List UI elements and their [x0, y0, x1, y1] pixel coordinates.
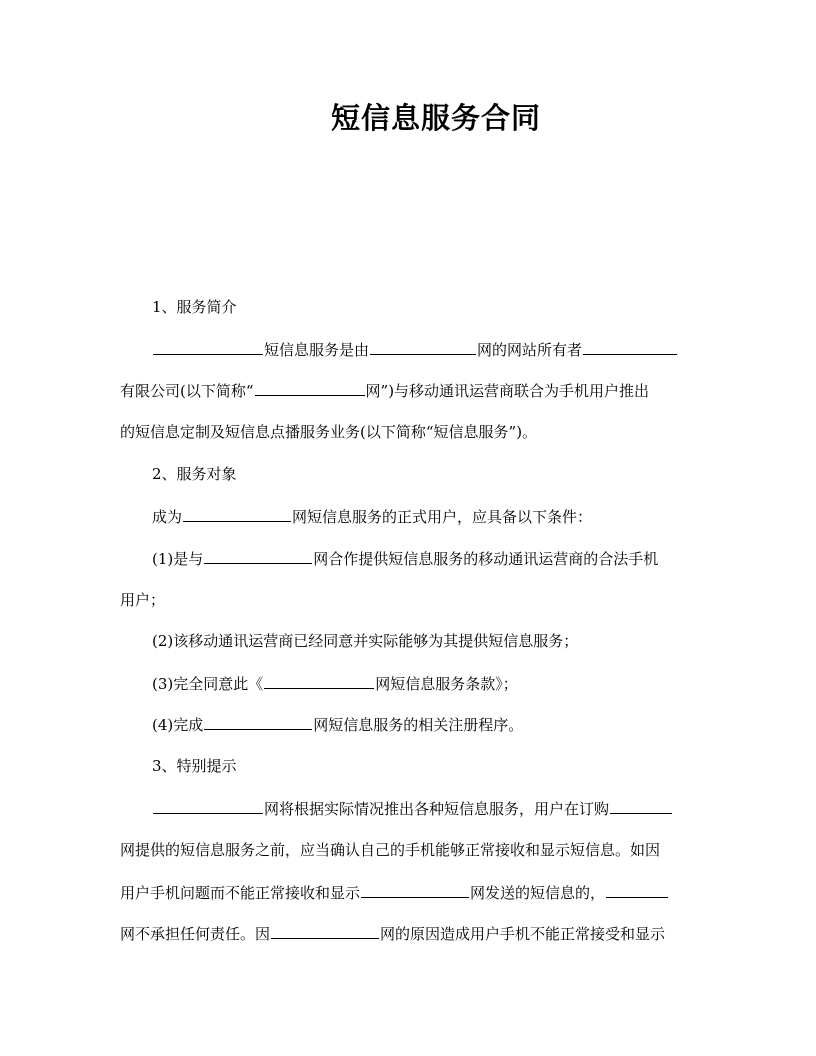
text-fragment: 网合作提供短信息服务的移动通讯运营商的合法手机 [313, 550, 659, 568]
paragraph-line: 网提供的短信息服务之前，应当确认自己的手机能够正常接收和显示短信息。如因 [120, 841, 661, 859]
text-fragment: 网的原因造成用户手机不能正常接受和显示 [380, 925, 666, 943]
blank-field [606, 882, 668, 898]
text-fragment: (3)完全同意此《 [152, 675, 264, 693]
section-heading-special-notice: 3、特别提示 [152, 757, 237, 775]
text-fragment: (4)完成 [152, 716, 204, 734]
paragraph-line: 用户； [120, 591, 166, 609]
text-fragment: 网将根据实际情况推出各种短信息服务，用户在订购 [264, 800, 610, 818]
text-fragment: 成为 [152, 508, 183, 526]
blank-field [255, 380, 365, 396]
blank-field [204, 714, 312, 730]
blank-field [204, 548, 312, 564]
text-fragment: 网发送的短信息的， [470, 884, 606, 902]
text-fragment: 短信息服务是由 [264, 341, 370, 359]
blank-field [370, 339, 476, 355]
blank-field [153, 798, 263, 814]
blank-field [361, 882, 469, 898]
blank-field [271, 923, 379, 939]
list-item [152, 673, 518, 694]
paragraph-line [120, 380, 649, 401]
paragraph-line [120, 882, 669, 903]
text-fragment: (1)是与 [152, 550, 204, 568]
list-item [152, 548, 658, 569]
document-title: 短信息服务合同 [330, 101, 541, 135]
section-heading-service-target: 2、服务对象 [152, 465, 237, 483]
paragraph-line [152, 798, 673, 819]
text-fragment: 网短信息服务条款》； [375, 675, 518, 693]
paragraph-line: 的短信息定制及短信息点播服务业务(以下简称“短信息服务”)。 [120, 423, 538, 441]
text-fragment: 网短信息服务的相关注册程序。 [313, 716, 524, 734]
blank-field [610, 798, 672, 814]
text-fragment: 网不承担任何责任。因 [120, 925, 271, 943]
list-item: (2)该移动通讯运营商已经同意并实际能够为其提供短信息服务； [152, 632, 579, 650]
paragraph-line [152, 506, 592, 527]
blank-field [264, 673, 374, 689]
blank-field [183, 506, 291, 522]
text-fragment: 网”)与移动通讯运营商联合为手机用户推出 [365, 382, 650, 400]
text-fragment: 网短信息服务的正式用户，应具备以下条件： [292, 508, 593, 526]
paragraph-line [120, 923, 665, 944]
section-heading-service-intro: 1、服务简介 [152, 298, 237, 316]
text-fragment: 用户手机问题而不能正常接收和显示 [120, 884, 361, 902]
blank-field [153, 339, 263, 355]
text-fragment: 网的网站所有者 [477, 341, 583, 359]
text-fragment: 有限公司(以下简称“ [120, 382, 254, 400]
list-item [152, 714, 523, 735]
paragraph-line [152, 339, 678, 360]
blank-field [583, 339, 677, 355]
